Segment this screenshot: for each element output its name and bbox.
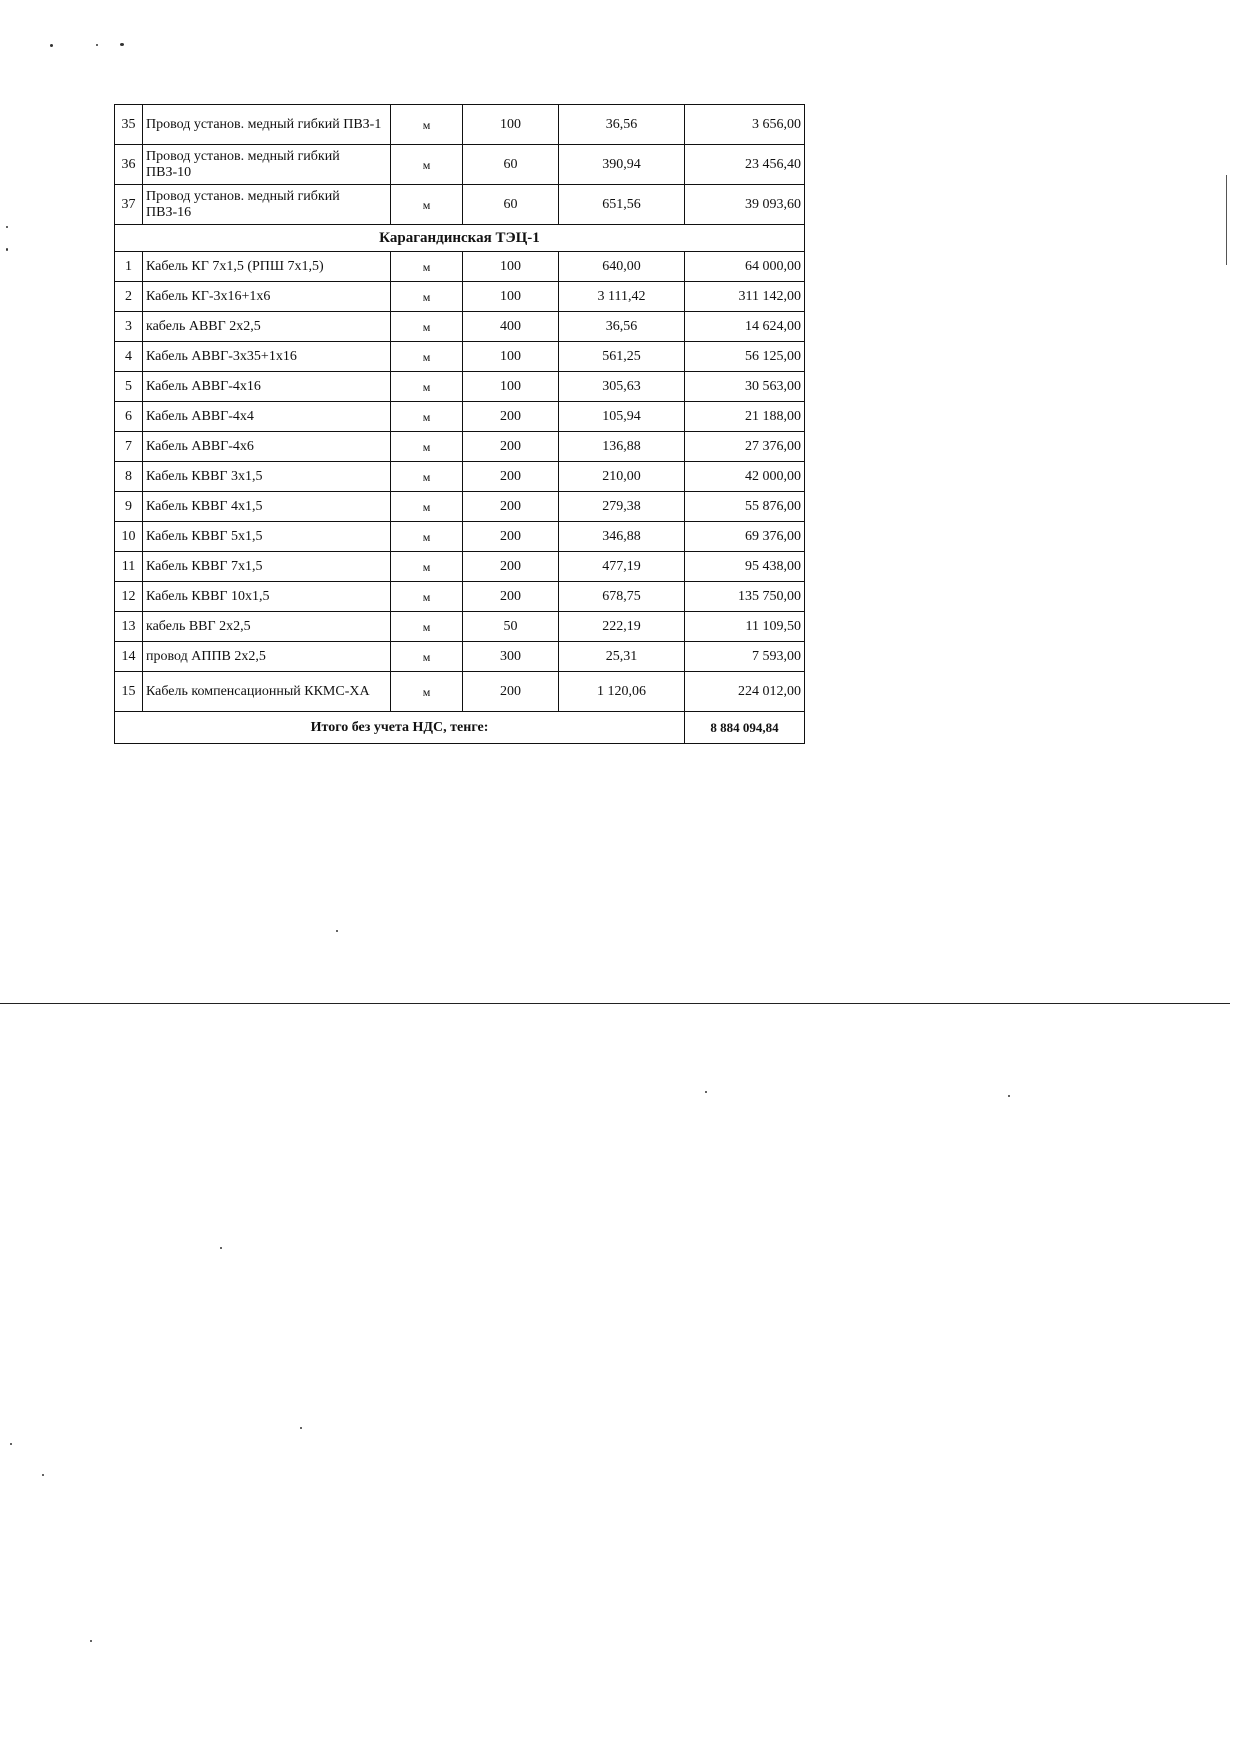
total-value: 8 884 094,84	[685, 712, 805, 744]
total-label: Итого без учета НДС, тенге:	[115, 712, 685, 744]
unit-price: 222,19	[559, 612, 685, 642]
item-name: Кабель КГ 7х1,5 (РПШ 7х1,5)	[143, 252, 391, 282]
table-row	[115, 612, 805, 642]
line-total: 27 376,00	[685, 432, 805, 462]
table-row	[115, 312, 805, 342]
unit-price: 1 120,06	[559, 672, 685, 712]
quantity: 200	[463, 402, 559, 432]
total-row	[115, 712, 805, 744]
scan-speck	[10, 1443, 12, 1445]
unit: м	[391, 105, 463, 145]
table-row	[115, 672, 805, 712]
row-number: 37	[115, 185, 143, 225]
quantity: 200	[463, 462, 559, 492]
unit-price: 25,31	[559, 642, 685, 672]
line-total: 56 125,00	[685, 342, 805, 372]
table-row	[115, 522, 805, 552]
unit: м	[391, 612, 463, 642]
item-name: Кабель КВВГ 5х1,5	[143, 522, 391, 552]
table-row	[115, 342, 805, 372]
unit-price: 390,94	[559, 145, 685, 185]
row-number: 35	[115, 105, 143, 145]
scan-speck	[300, 1427, 302, 1429]
line-total: 39 093,60	[685, 185, 805, 225]
unit-price: 651,56	[559, 185, 685, 225]
row-number: 3	[115, 312, 143, 342]
unit: м	[391, 642, 463, 672]
line-total: 311 142,00	[685, 282, 805, 312]
line-total: 30 563,00	[685, 372, 805, 402]
table-row	[115, 185, 805, 225]
quantity: 100	[463, 105, 559, 145]
unit-price: 346,88	[559, 522, 685, 552]
quantity: 100	[463, 372, 559, 402]
unit: м	[391, 252, 463, 282]
scan-speck	[1008, 1095, 1010, 1097]
table-footer	[115, 712, 805, 744]
table-row	[115, 462, 805, 492]
scan-speck	[705, 1091, 707, 1093]
item-name: Кабель АВВГ-4х6	[143, 432, 391, 462]
item-name: Кабель КГ-3х16+1х6	[143, 282, 391, 312]
table-row	[115, 642, 805, 672]
table-row	[115, 282, 805, 312]
table-row	[115, 492, 805, 522]
unit: м	[391, 282, 463, 312]
item-name: Кабель АВВГ-3х35+1х16	[143, 342, 391, 372]
item-name: Кабель КВВГ 10х1,5	[143, 582, 391, 612]
materials-table	[114, 104, 805, 744]
scan-speck	[120, 43, 124, 46]
unit-price: 640,00	[559, 252, 685, 282]
line-total: 3 656,00	[685, 105, 805, 145]
item-name: провод АППВ 2х2,5	[143, 642, 391, 672]
table-row	[115, 252, 805, 282]
row-number: 4	[115, 342, 143, 372]
unit-price: 477,19	[559, 552, 685, 582]
table-row	[115, 402, 805, 432]
unit: м	[391, 372, 463, 402]
line-total: 64 000,00	[685, 252, 805, 282]
quantity: 100	[463, 342, 559, 372]
table-row	[115, 372, 805, 402]
row-number: 1	[115, 252, 143, 282]
item-name: Кабель компенсационный ККМС-ХА	[143, 672, 391, 712]
row-number: 9	[115, 492, 143, 522]
unit-price: 3 111,42	[559, 282, 685, 312]
table-row	[115, 105, 805, 145]
item-name: Кабель КВВГ 3х1,5	[143, 462, 391, 492]
table-row	[115, 582, 805, 612]
unit: м	[391, 552, 463, 582]
quantity: 200	[463, 432, 559, 462]
unit: м	[391, 522, 463, 552]
table-row	[115, 432, 805, 462]
table-body-section	[115, 252, 805, 712]
unit: м	[391, 582, 463, 612]
row-number: 8	[115, 462, 143, 492]
unit: м	[391, 432, 463, 462]
unit: м	[391, 312, 463, 342]
item-name: Провод установ. медный гибкий ПВЗ-1	[143, 105, 391, 145]
row-number: 12	[115, 582, 143, 612]
scan-speck	[220, 1247, 222, 1249]
row-number: 14	[115, 642, 143, 672]
item-name: кабель ВВГ 2х2,5	[143, 612, 391, 642]
line-total: 7 593,00	[685, 642, 805, 672]
table-section	[115, 225, 805, 252]
table-body-top	[115, 105, 805, 225]
item-name: Кабель АВВГ-4х16	[143, 372, 391, 402]
scan-speck	[336, 930, 338, 932]
section-header-row	[115, 225, 805, 252]
quantity: 100	[463, 252, 559, 282]
line-total: 135 750,00	[685, 582, 805, 612]
quantity: 300	[463, 642, 559, 672]
item-name: Провод установ. медный гибкий ПВЗ-10	[143, 145, 391, 185]
quantity: 60	[463, 185, 559, 225]
section-title: Карагандинская ТЭЦ-1	[115, 225, 805, 252]
scan-speck	[50, 44, 53, 47]
unit: м	[391, 185, 463, 225]
line-total: 23 456,40	[685, 145, 805, 185]
quantity: 100	[463, 282, 559, 312]
quantity: 60	[463, 145, 559, 185]
quantity: 200	[463, 582, 559, 612]
quantity: 200	[463, 492, 559, 522]
item-name: Кабель КВВГ 7х1,5	[143, 552, 391, 582]
unit: м	[391, 402, 463, 432]
scan-speck	[90, 1640, 92, 1642]
row-number: 2	[115, 282, 143, 312]
line-total: 95 438,00	[685, 552, 805, 582]
scan-speck	[6, 226, 8, 228]
table-row	[115, 145, 805, 185]
line-total: 55 876,00	[685, 492, 805, 522]
unit-price: 561,25	[559, 342, 685, 372]
item-name: Провод установ. медный гибкий ПВЗ-16	[143, 185, 391, 225]
quantity: 200	[463, 672, 559, 712]
scan-speck	[42, 1474, 44, 1476]
scan-speck	[96, 44, 98, 46]
unit-price: 210,00	[559, 462, 685, 492]
line-total: 14 624,00	[685, 312, 805, 342]
line-total: 69 376,00	[685, 522, 805, 552]
unit-price: 279,38	[559, 492, 685, 522]
line-total: 11 109,50	[685, 612, 805, 642]
unit-price: 105,94	[559, 402, 685, 432]
row-number: 15	[115, 672, 143, 712]
unit: м	[391, 492, 463, 522]
row-number: 7	[115, 432, 143, 462]
item-name: Кабель КВВГ 4х1,5	[143, 492, 391, 522]
unit: м	[391, 342, 463, 372]
row-number: 36	[115, 145, 143, 185]
quantity: 200	[463, 552, 559, 582]
row-number: 11	[115, 552, 143, 582]
unit-price: 305,63	[559, 372, 685, 402]
scan-speck	[6, 248, 8, 251]
item-name: Кабель АВВГ-4х4	[143, 402, 391, 432]
line-total: 42 000,00	[685, 462, 805, 492]
row-number: 5	[115, 372, 143, 402]
row-number: 13	[115, 612, 143, 642]
line-total: 21 188,00	[685, 402, 805, 432]
quantity: 50	[463, 612, 559, 642]
table-row	[115, 552, 805, 582]
unit: м	[391, 145, 463, 185]
quantity: 400	[463, 312, 559, 342]
unit-price: 36,56	[559, 105, 685, 145]
horizontal-divider	[0, 1003, 1230, 1004]
scan-edge-mark	[1226, 175, 1227, 265]
unit-price: 678,75	[559, 582, 685, 612]
unit: м	[391, 462, 463, 492]
row-number: 10	[115, 522, 143, 552]
row-number: 6	[115, 402, 143, 432]
unit: м	[391, 672, 463, 712]
item-name: кабель АВВГ 2х2,5	[143, 312, 391, 342]
unit-price: 36,56	[559, 312, 685, 342]
unit-price: 136,88	[559, 432, 685, 462]
line-total: 224 012,00	[685, 672, 805, 712]
quantity: 200	[463, 522, 559, 552]
